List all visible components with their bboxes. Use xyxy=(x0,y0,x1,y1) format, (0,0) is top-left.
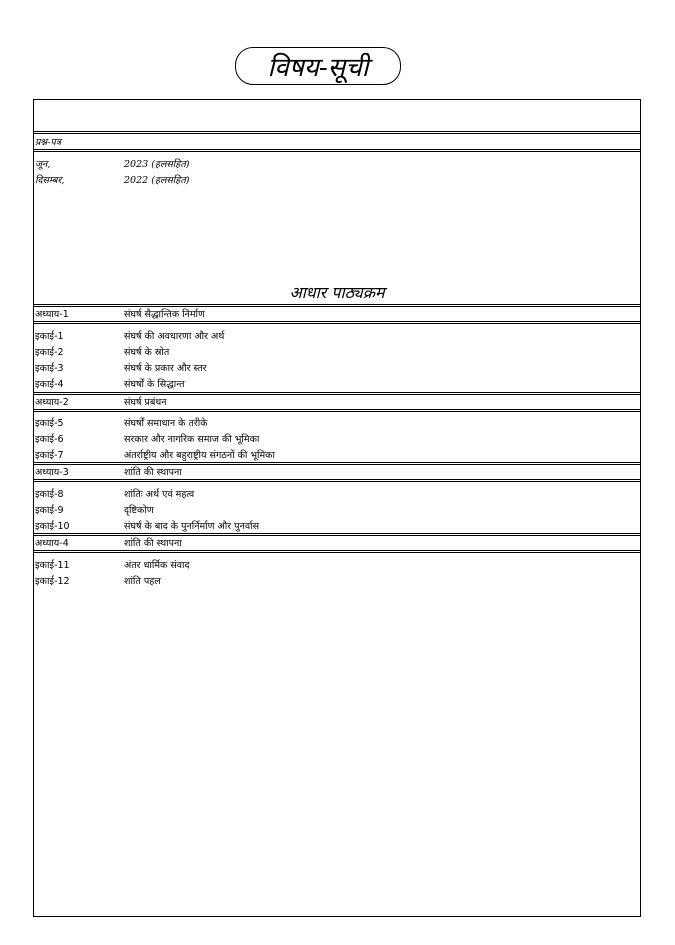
chapter-label: अध्याय-2 xyxy=(35,397,69,408)
paper-label: जून, xyxy=(35,159,51,170)
syllabus-title: आधार पाठ्यक्रम xyxy=(289,283,385,302)
unit-label: इकाई-11 xyxy=(35,560,70,571)
chapter-row xyxy=(34,466,640,479)
unit-title: संघर्ष के स्रोत xyxy=(124,347,170,358)
divider xyxy=(34,462,640,465)
paper-value: 2023 (हलसहित) xyxy=(124,159,190,170)
unit-label: इकाई-4 xyxy=(35,379,64,390)
unit-label: इकाई-6 xyxy=(35,434,64,445)
divider xyxy=(34,321,640,324)
divider xyxy=(34,392,640,395)
unit-row xyxy=(34,520,640,533)
contents-frame xyxy=(33,99,641,917)
prashn-heading-row xyxy=(34,136,640,149)
unit-title: शांति पहल xyxy=(124,576,161,587)
unit-row xyxy=(34,417,640,430)
unit-title: सरकार और नागरिक समाज की भूमिका xyxy=(124,434,260,445)
page-title xyxy=(235,47,401,85)
prashn-heading: प्रश्न-पत्र xyxy=(35,137,61,148)
unit-label: इकाई-12 xyxy=(35,576,70,587)
unit-row xyxy=(34,346,640,359)
unit-label: इकाई-8 xyxy=(35,489,64,500)
paper-value: 2022 (हलसहित) xyxy=(124,175,190,186)
unit-title: संघर्षों समाधान के तरीके xyxy=(124,418,208,429)
unit-title: संघर्ष के बाद के पुनर्निर्माण और पुनर्वास xyxy=(124,521,260,532)
unit-title: संघर्ष के प्रकार और स्तर xyxy=(124,363,207,374)
paper-label: दिसम्बर, xyxy=(35,175,65,186)
divider xyxy=(34,550,640,553)
chapter-label: अध्याय-3 xyxy=(35,467,69,478)
chapter-label: अध्याय-4 xyxy=(35,538,69,549)
unit-label: इकाई-9 xyxy=(35,505,64,516)
divider xyxy=(34,409,640,412)
unit-title: संघर्षों के सिद्धान्त xyxy=(124,379,185,390)
unit-row xyxy=(34,449,640,462)
unit-row xyxy=(34,330,640,343)
unit-row xyxy=(34,362,640,375)
chapter-title: शांति की स्थापना xyxy=(124,538,182,549)
chapter-title: संघर्ष सैद्धान्तिक निर्माण xyxy=(124,309,205,320)
unit-label: इकाई-10 xyxy=(35,521,70,532)
divider xyxy=(34,131,640,134)
unit-label: इकाई-1 xyxy=(35,331,64,342)
unit-title: अंतर धार्मिक संवाद xyxy=(124,560,190,571)
unit-row xyxy=(34,575,640,588)
divider xyxy=(34,533,640,536)
chapter-row xyxy=(34,537,640,550)
unit-row xyxy=(34,433,640,446)
paper-row xyxy=(34,174,640,187)
chapter-title: शांति की स्थापना xyxy=(124,467,182,478)
chapter-title: संघर्ष प्रबंधन xyxy=(124,397,167,408)
unit-title: संघर्ष की अवधारणा और अर्थ xyxy=(124,331,225,342)
unit-title: अंतर्राष्ट्रीय और बहुराष्ट्रीय संगठनों की भूमिका xyxy=(124,450,275,461)
unit-row xyxy=(34,504,640,517)
unit-label: इकाई-7 xyxy=(35,450,64,461)
unit-title: दृष्टिकोण xyxy=(124,505,154,516)
unit-label: इकाई-2 xyxy=(35,347,64,358)
divider xyxy=(34,149,640,152)
unit-row xyxy=(34,559,640,572)
unit-title: शांतिः अर्थ एवं महत्व xyxy=(124,489,195,500)
paper-row xyxy=(34,158,640,171)
divider xyxy=(34,479,640,482)
divider xyxy=(34,304,640,307)
unit-label: इकाई-3 xyxy=(35,363,64,374)
page-title-text: विषय-सूची xyxy=(267,53,369,83)
unit-label: इकाई-5 xyxy=(35,418,64,429)
chapter-row xyxy=(34,308,640,321)
chapter-label: अध्याय-1 xyxy=(35,309,69,320)
unit-row xyxy=(34,378,640,391)
unit-row xyxy=(34,488,640,501)
chapter-row xyxy=(34,396,640,409)
